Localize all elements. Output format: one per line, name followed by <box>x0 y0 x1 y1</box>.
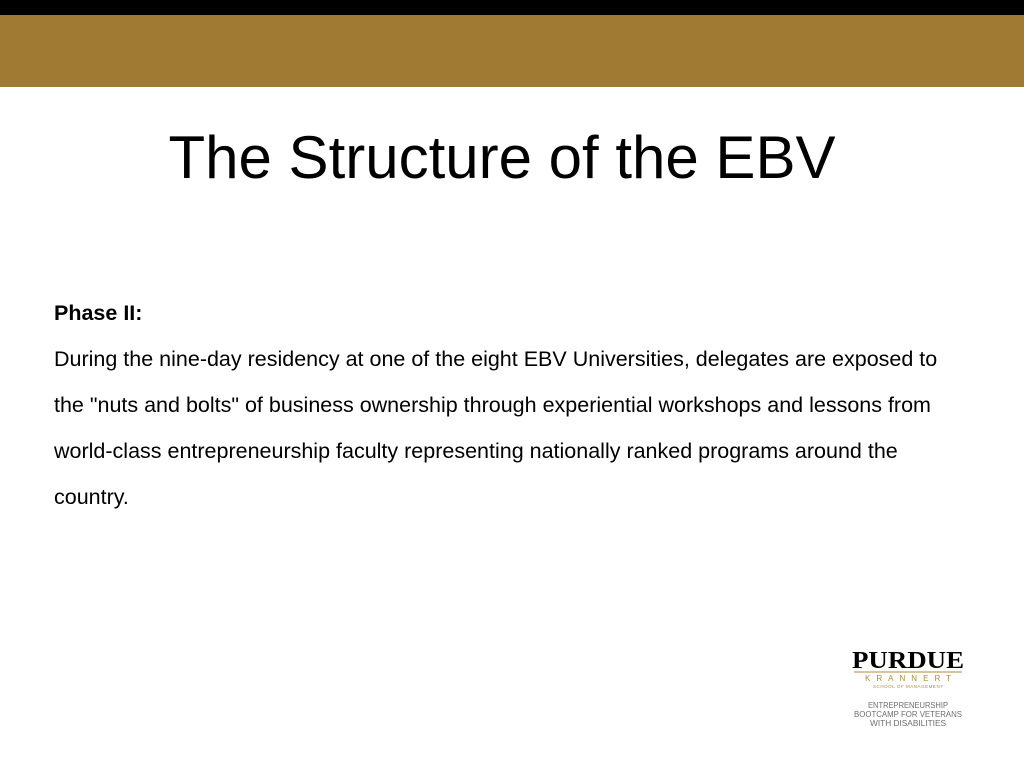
header-gold-band <box>0 15 1024 87</box>
purdue-krannert-logo <box>846 644 970 734</box>
logo-krannert-text: KRANNERT <box>865 674 951 683</box>
logo-program-line2: BOOTCAMP FOR VETERANS <box>854 710 962 719</box>
phase-heading: Phase II: <box>54 301 143 325</box>
body-paragraph: During the nine-day residency at one of the eight EBV Universities, delegates are exposed to the "nuts and bolts" of business ownership through experiential workshops and lessons from world-class entrepreneurship faculty representing nationally ranked programs around the country. <box>54 347 938 509</box>
logo-program-line3: WITH DISABILITIES <box>870 719 946 728</box>
logo-school-text: SCHOOL OF MANAGEMENT <box>873 684 943 689</box>
logo-program-line1: ENTREPRENEURSHIP <box>868 701 948 710</box>
slide-body <box>54 290 964 520</box>
logo-purdue-text: PURDUE <box>852 648 964 674</box>
slide-title: The Structure of the EBV <box>168 124 836 191</box>
top-black-bar <box>0 0 1024 15</box>
